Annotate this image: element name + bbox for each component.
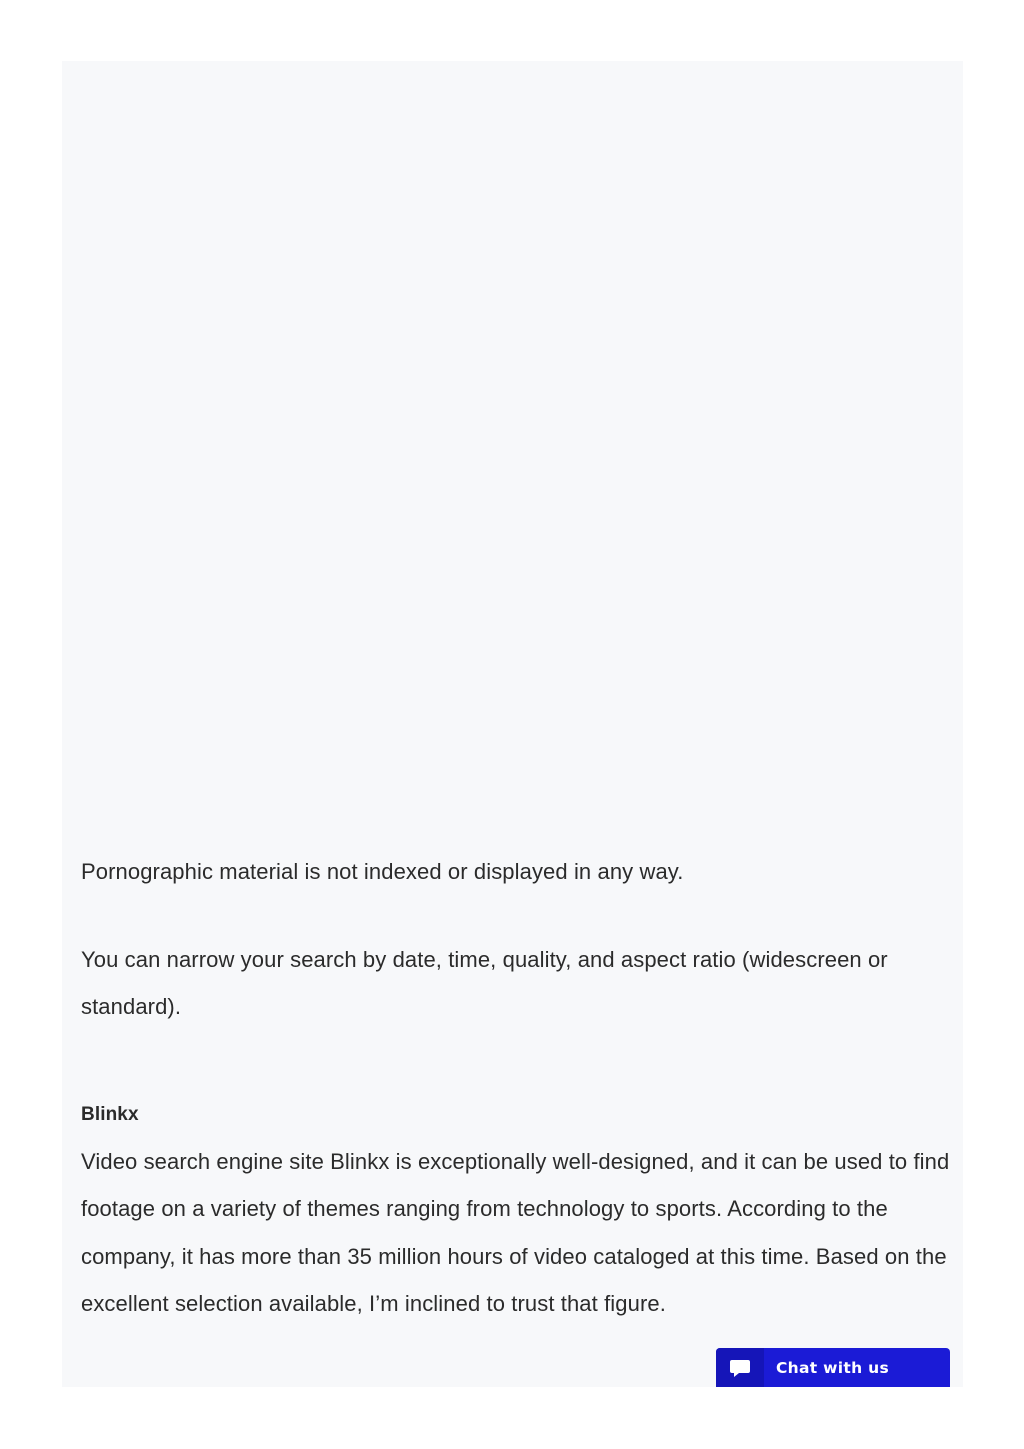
chat-button-label: Chat with us [776, 1358, 890, 1377]
chat-bubble-icon [729, 1357, 751, 1379]
media-placeholder [62, 61, 963, 841]
paragraph-indexing-policy: Pornographic material is not indexed or displayed in any way. [81, 859, 684, 884]
paragraph-blinkx-description: Video search engine site Blinkx is exceptionally well-designed, and it can be used to find footage on a variety of themes ranging from technology to sports. According to the company, it has more than 35 million hours of video cataloged at this time. Based on the excellent selection available, I’m inclined to trust that figure. [81, 1148, 950, 1316]
article-card [62, 61, 963, 1387]
chat-with-us-button[interactable] [716, 1348, 950, 1387]
paragraph-search-filters: You can narrow your search by date, time, quality, and aspect ratio (widescreen or standard). [81, 946, 888, 1019]
section-heading-blinkx: Blinkx [81, 1103, 139, 1125]
chat-icon-container [716, 1348, 764, 1387]
article-content [81, 848, 951, 1328]
